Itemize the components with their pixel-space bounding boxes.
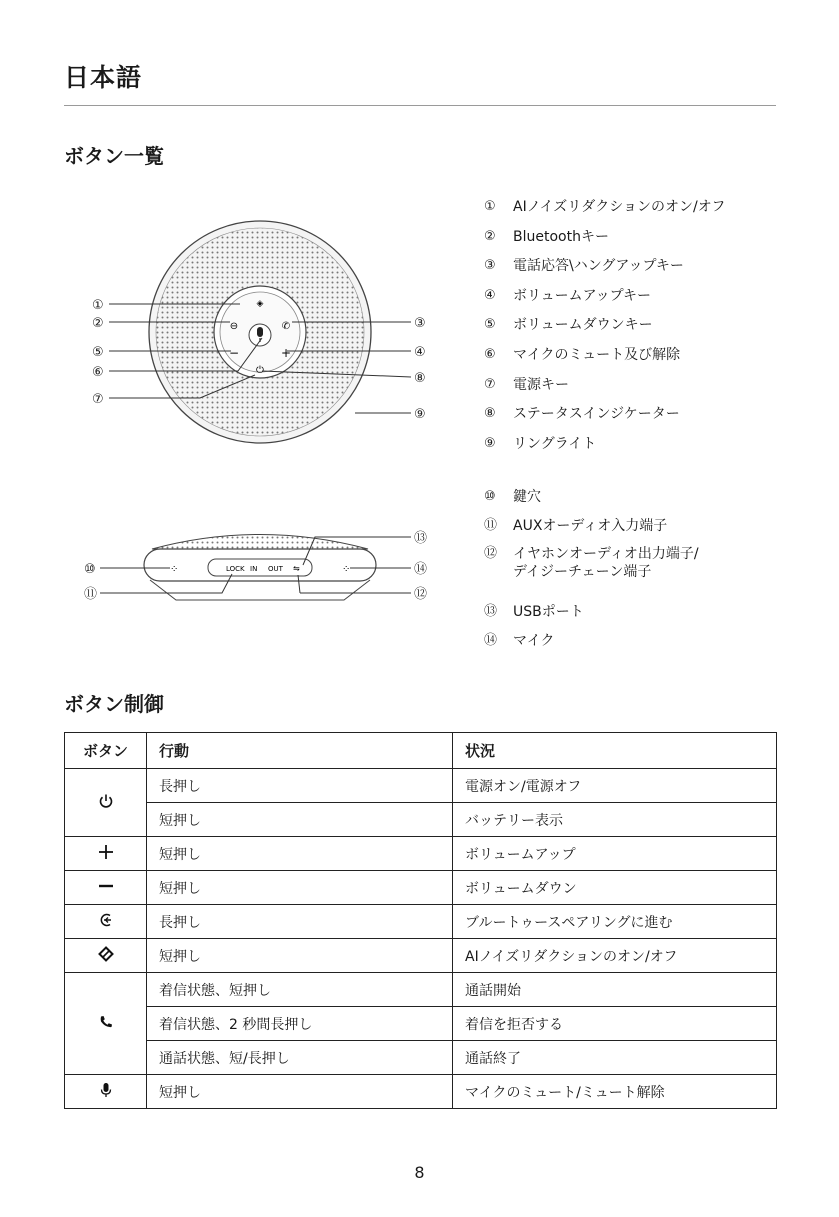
status-cell: ブルートゥースペアリングに進む bbox=[453, 905, 777, 939]
phone-key-icon: ✆ bbox=[281, 321, 291, 332]
legend-item: ③ 電話応答\ハングアップキー bbox=[484, 258, 684, 275]
action-cell: 着信状態、短押し bbox=[147, 973, 453, 1007]
table-row bbox=[65, 769, 777, 803]
header-status: 状況 bbox=[453, 733, 777, 769]
callout-3: ③ bbox=[414, 316, 426, 331]
header-action: 行動 bbox=[147, 733, 453, 769]
callout-9: ⑨ bbox=[414, 407, 426, 422]
status-cell: バッテリー表示 bbox=[453, 803, 777, 837]
callout-8: ⑧ bbox=[414, 371, 426, 386]
legend-item: ① AIノイズリダクションのオン/オフ bbox=[484, 199, 726, 215]
usb-icon: ⇋ bbox=[293, 564, 300, 573]
port-label-in: IN bbox=[250, 565, 258, 573]
legend-item: ⑩ 鍵穴 bbox=[484, 489, 541, 505]
callout-11: ⑪ bbox=[84, 587, 98, 602]
speaker-top-view bbox=[149, 221, 371, 443]
page-number: 8 bbox=[414, 1163, 425, 1182]
page-title: 日本語 bbox=[64, 63, 143, 92]
callout-4: ④ bbox=[414, 345, 426, 360]
phone-icon bbox=[98, 1014, 114, 1030]
section-title-button-control: ボタン制御 bbox=[64, 692, 164, 716]
ai-noise-key-icon: ◈ bbox=[256, 299, 264, 309]
action-cell: 長押し bbox=[147, 905, 453, 939]
action-cell: 短押し bbox=[147, 1075, 453, 1109]
mic-left-icon: ⁘ bbox=[170, 564, 179, 575]
port-label-lock: LOCK bbox=[226, 565, 245, 573]
plus-key-icon: + bbox=[280, 346, 292, 360]
table-row bbox=[65, 973, 777, 1007]
mic-right-icon: ⁘ bbox=[342, 564, 351, 575]
header-button: ボタン bbox=[65, 733, 147, 769]
table-row bbox=[65, 871, 777, 905]
legend-item: ⑨ リングライト bbox=[484, 435, 597, 452]
table-header-row bbox=[65, 733, 777, 769]
plus-icon bbox=[97, 843, 115, 861]
callout-14: ⑭ bbox=[414, 562, 428, 577]
legend-item: ⑥ マイクのミュート及び解除 bbox=[484, 346, 681, 363]
table-row bbox=[65, 837, 777, 871]
callout-5: ⑤ bbox=[92, 345, 104, 360]
callout-2: ② bbox=[92, 316, 104, 331]
table-row bbox=[65, 905, 777, 939]
table-row bbox=[65, 1007, 777, 1041]
callout-1: ① bbox=[92, 298, 104, 313]
legend-top-view bbox=[484, 196, 725, 462]
status-cell: 通話開始 bbox=[453, 973, 777, 1007]
callout-10: ⑩ bbox=[84, 562, 96, 577]
action-cell: 着信状態、2 秒間長押し bbox=[147, 1007, 453, 1041]
device-diagram bbox=[72, 198, 452, 618]
legend-item: ⑤ ボリュームダウンキー bbox=[484, 317, 653, 334]
status-cell: ボリュームダウン bbox=[453, 871, 777, 905]
button-control-table bbox=[64, 732, 777, 1109]
action-cell: 短押し bbox=[147, 939, 453, 973]
callout-13: ⑬ bbox=[414, 531, 428, 546]
status-cell: 着信を拒否する bbox=[453, 1007, 777, 1041]
power-icon bbox=[98, 793, 114, 809]
port-label-out: OUT bbox=[268, 565, 283, 573]
status-cell: ボリュームアップ bbox=[453, 837, 777, 871]
legend-item: ⑫ イヤホンオーディオ出力端子/ デイジーチェーン端子 bbox=[484, 546, 699, 580]
status-cell: マイクのミュート/ミュート解除 bbox=[453, 1075, 777, 1109]
callout-7: ⑦ bbox=[92, 392, 104, 407]
legend-side-view bbox=[484, 486, 699, 658]
legend-item: ④ ボリュームアップキー bbox=[484, 287, 652, 304]
status-cell: 通話終了 bbox=[453, 1041, 777, 1075]
legend-item: ⑬ USBポート bbox=[484, 604, 584, 620]
action-cell: 短押し bbox=[147, 803, 453, 837]
legend-item: ⑭ マイク bbox=[484, 632, 555, 649]
callout-12: ⑫ bbox=[414, 587, 428, 602]
title-divider bbox=[64, 105, 776, 106]
callout-6: ⑥ bbox=[92, 365, 104, 380]
minus-icon bbox=[97, 877, 115, 895]
power-key-icon: ⏻ bbox=[256, 365, 264, 376]
bluetooth-key-icon: ⊖ bbox=[229, 321, 239, 332]
speaker-side-view bbox=[144, 535, 376, 601]
legend-item: ⑦ 電源キー bbox=[484, 376, 569, 393]
action-cell: 長押し bbox=[147, 769, 453, 803]
minus-key-icon: − bbox=[228, 346, 240, 360]
mic-icon bbox=[98, 1082, 114, 1098]
legend-item: ② Bluetoothキー bbox=[484, 228, 609, 245]
status-cell: 電源オン/電源オフ bbox=[453, 769, 777, 803]
action-cell: 通話状態、短/長押し bbox=[147, 1041, 453, 1075]
status-cell: AIノイズリダクションのオン/オフ bbox=[453, 939, 777, 973]
ai-noise-icon bbox=[98, 946, 114, 962]
bluetooth-key-icon bbox=[98, 912, 114, 928]
section-title-button-list: ボタン一覧 bbox=[64, 144, 164, 168]
action-cell: 短押し bbox=[147, 871, 453, 905]
legend-item: ⑪ AUXオーディオ入力端子 bbox=[484, 517, 668, 534]
legend-item: ⑧ ステータスインジケーター bbox=[484, 406, 680, 423]
table-row bbox=[65, 939, 777, 973]
action-cell: 短押し bbox=[147, 837, 453, 871]
table-row bbox=[65, 803, 777, 837]
table-row bbox=[65, 1075, 777, 1109]
table-row bbox=[65, 1041, 777, 1075]
